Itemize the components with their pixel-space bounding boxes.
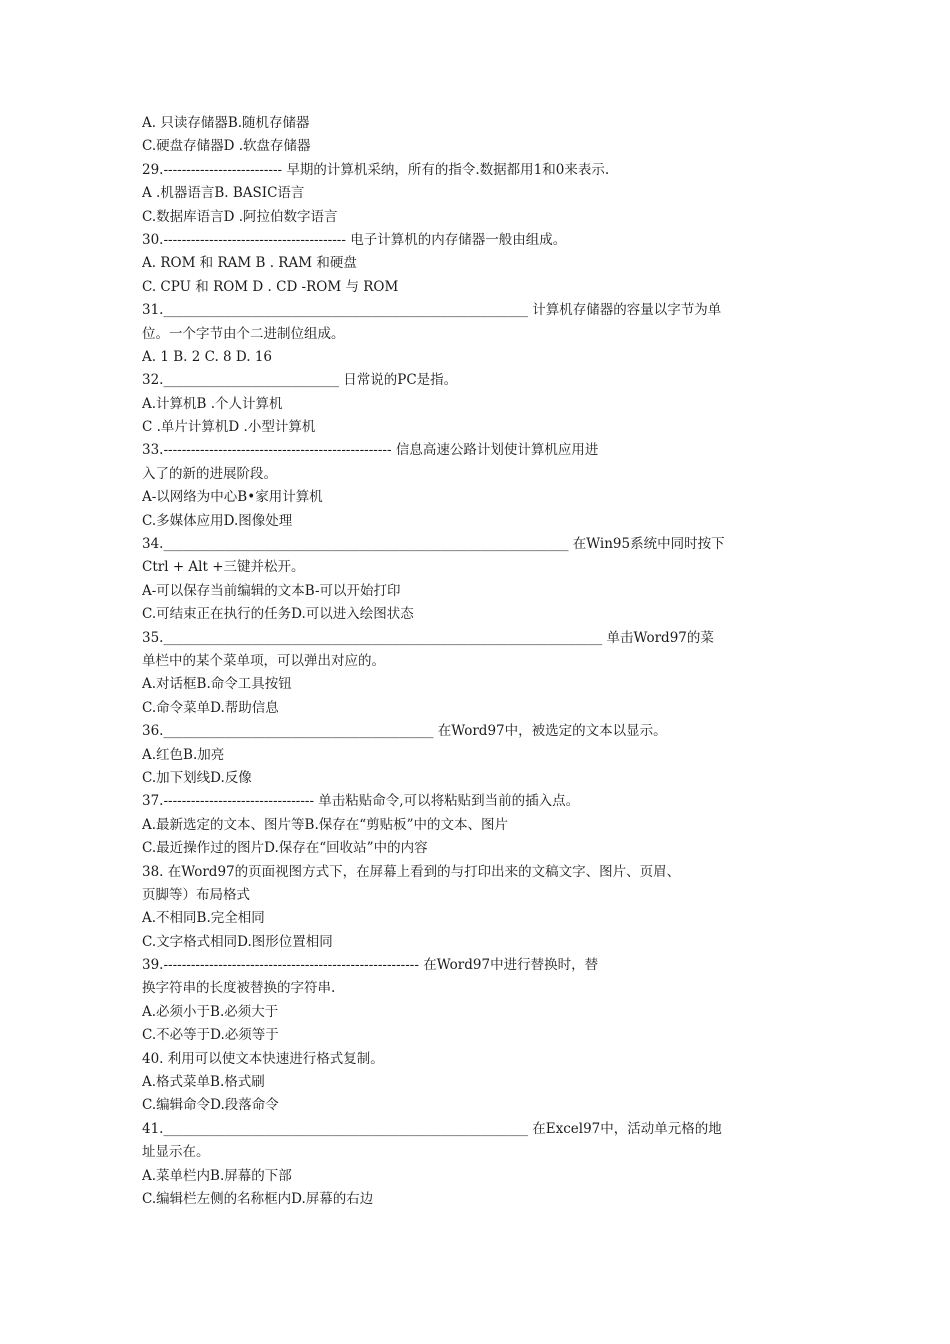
text-line: A. 只读存储器B.随机存储器: [142, 115, 310, 131]
text-line: A.菜单栏内B.屏幕的下部: [142, 1167, 292, 1184]
question-40: 40. 利用可以使文本快速进行格式复制。: [142, 1050, 384, 1067]
text-line: A-以网络为中心B•家用计算机: [142, 489, 323, 506]
text-line: 址显示在。: [142, 1144, 210, 1161]
text-line: C.不必等于D.必须等于: [142, 1027, 279, 1044]
text-line: C.文字格式相同D.图形位置相同: [142, 933, 333, 950]
text-line: A.必须小于B.必须大于: [142, 1003, 279, 1020]
text-line: C.命令菜单D.帮助信息: [142, 699, 279, 716]
text-line: A-可以保存当前编辑的文本B-可以开始打印: [142, 582, 401, 599]
text-line: C. CPU 和 ROM D . CD -ROM 与 ROM: [142, 278, 399, 295]
text-line: 入了的新的进展阶段。: [142, 465, 277, 482]
question-39: 39.-------------------------------------------------------- 在Word97中进行替换时，替: [142, 957, 599, 974]
text-line: C.加下划线D.反像: [142, 769, 252, 786]
question-34: 34.____________________________________________________________ 在Win95系统中同时按下: [142, 536, 725, 553]
question-30: 30.---------------------------------------- 电子计算机的内存储器一般由组成。: [142, 231, 567, 248]
question-29: 29.-------------------------- 早期的计算机采纳，所有的指令.数据都用1和0来表示.: [142, 161, 610, 178]
question-35: 35._________________________________________________________________ 单击Word97的菜: [142, 629, 714, 646]
question-36: 36.________________________________________ 在Word97中，被选定的文本以显示。: [142, 723, 667, 740]
text-line: 位。一个字节由个二进制位组成。: [142, 325, 345, 342]
text-line: A.计算机B .个人计算机: [142, 395, 283, 412]
text-line: C.最近操作过的图片D.保存在“回收站”中的内容: [142, 840, 428, 857]
text-line: C.可结束正在执行的任务D.可以进入绘图状态: [142, 606, 414, 623]
text-line: C.数据库语言D .阿拉伯数字语言: [142, 208, 338, 225]
text-line: A.最新选定的文本、图片等B.保存在“剪贴板”中的文本、图片: [142, 816, 509, 833]
text-line: A.格式菜单B.格式刷: [142, 1074, 265, 1091]
question-33: 33.-------------------------------------------------- 信息高速公路计划使计算机应用进: [142, 442, 599, 459]
text-line: A.红色B.加亮: [142, 746, 225, 763]
question-38: 38. 在Word97的页面视图方式下，在屏幕上看到的与打印出来的文稿文字、图片、页眉、: [142, 863, 681, 880]
text-line: A. 1 B. 2 C. 8 D. 16: [142, 348, 273, 365]
text-line: A.对话框B.命令工具按钮: [142, 676, 292, 693]
document-page: [142, 112, 807, 1211]
text-line: C.编辑命令D.段落命令: [142, 1097, 279, 1114]
text-line: A .机器语言B. BASIC语言: [142, 185, 305, 202]
text-line: 页脚等）布局格式: [142, 886, 250, 903]
question-32: 32.__________________________ 日常说的PC是指。: [142, 372, 458, 389]
text-line: 单栏中的某个菜单项，可以弹出对应的。: [142, 652, 385, 669]
text-line: 换字符串的长度被替换的字符串.: [142, 980, 336, 997]
question-37: 37.--------------------------------- 单击粘贴命令,可以将粘贴到当前的插入点。: [142, 793, 580, 810]
text-line: C .单片计算机D .小型计算机: [142, 419, 316, 436]
text-line: A.不相同B.完全相同: [142, 910, 265, 927]
text-line: Ctrl + Alt +三键并松开。: [142, 559, 305, 576]
text-line: A. ROM 和 RAM B . RAM 和硬盘: [142, 255, 357, 272]
text-line: C.硬盘存储器D .软盘存储器: [142, 138, 311, 155]
question-41: 41.______________________________________________________ 在Excel97中，活动单元格的地: [142, 1120, 722, 1137]
question-31: 31.______________________________________________________ 计算机存储器的容量以字节为单: [142, 302, 722, 319]
text-line: C.多媒体应用D.图像处理: [142, 512, 293, 529]
text-line: C.编辑栏左侧的名称框内D.屏幕的右边: [142, 1190, 374, 1207]
